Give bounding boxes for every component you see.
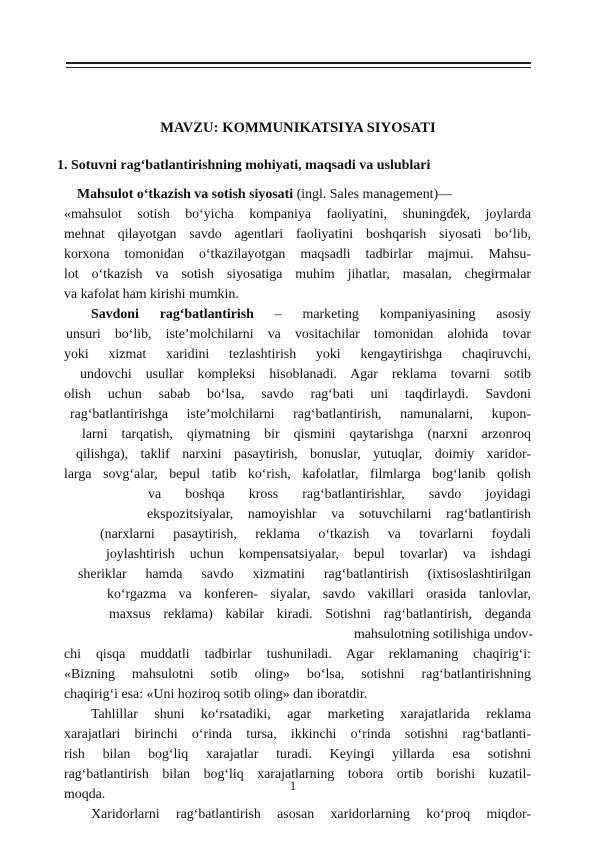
- text-line: yoki xizmat xaridini tezlashtirish yoki kengaytirishga chaqiruvchi,: [64, 347, 531, 362]
- section-heading: 1. Sotuvni rag‘batlantirishning mohiyati, maqsadi va uslublari: [57, 158, 431, 173]
- text-line: rish bilan bog‘liq xarajatlar turadi. Keyingi yillarda esa sotishni: [64, 747, 531, 762]
- text-line: olish uchun sabab bo‘lsa, savdo rag‘bati uni taqdirlaydi. Savdoni: [64, 387, 531, 402]
- text-line: lot o‘tkazish va sotish siyosatiga muhim jihatlar, masalan, chegirmalar: [64, 267, 531, 282]
- text-line: [77, 185, 531, 205]
- text-line: «Bizning mahsulotni sotib oling» bo‘lsa, sotishni rag‘batlantirishning: [64, 667, 531, 682]
- text-line: [91, 305, 531, 325]
- term-bold: Mahsulot o‘tkazish va sotish siyosati: [77, 187, 294, 202]
- text-line: maxsus reklama) kabilar kiradi. Sotishni rag‘batlantirish, deganda: [109, 607, 531, 622]
- text-line: moqda.: [64, 787, 106, 802]
- text-line: mehnat qilayotgan savdo agentlari faoliyatini boshqarish siyosati bo‘lib,: [64, 227, 531, 242]
- text-line: Xaridorlarni rag‘batlantirish asosan xaridorlarning ko‘proq miqdor-: [91, 807, 531, 822]
- text-line: ekspozitsiyalar, namoyishlar va sotuvchilarni rag‘batlantirish: [147, 507, 531, 522]
- term-bold: Savdoni rag‘batlantirish: [91, 307, 254, 322]
- text-line: va kafolat ham kirishi mumkin.: [64, 287, 239, 302]
- text-line: larni tarqatish, qiymatning bir qismini qaytarishga (narxni arzonroq: [82, 427, 531, 442]
- text-line: va boshqa kross rag‘batlantirishlar, savdo joyidagi: [148, 487, 531, 502]
- text-line: (narxlarni pasaytirish, reklama o‘tkazish va tovarlarni foydali: [100, 527, 531, 542]
- text-line: ko‘rgazma va konferen- siyalar, savdo vakillari orasida tanlovlar,: [107, 587, 531, 602]
- text-line: mahsulotning sotilishiga undov-: [353, 627, 533, 642]
- text-line: larga sovg‘alar, bepul tatib ko‘rish, kafolatlar, filmlarga bog‘lanib qolish: [64, 467, 531, 482]
- top-rule-thin: [66, 67, 531, 68]
- text-line: chaqirig‘i esa: «Uni hoziroq sotib oling» dan iboratdir.: [64, 687, 368, 702]
- text-span: (ingl. Sales management)—: [293, 187, 453, 202]
- page-number: 1: [289, 778, 297, 793]
- text-line: chi qisqa muddatli tadbirlar tushuniladi. Agar reklamaning chaqirig‘i:: [64, 647, 531, 662]
- text-line: joylashtirish uchun kompensatsiyalar, bepul tovarlar) va ishdagi: [106, 547, 531, 562]
- text-line: unsuri bo‘lib, iste’molchilarni va vositachilar tomonidan alohida tovar: [66, 327, 531, 342]
- text-line: «mahsulot sotish bo‘yicha kompaniya faoliyatini, shuningdek, joylarda: [64, 207, 531, 222]
- top-rule: [66, 62, 531, 64]
- document-title: MAVZU: KOMMUNIKATSIYA SIYOSATI: [160, 120, 436, 136]
- text-line: korxona tomonidan o‘tkazilayotgan maqsadli tadbirlar majmui. Mahsu-: [64, 247, 531, 262]
- text-span: – marketing kompaniyasining asosiy: [253, 307, 531, 322]
- text-line: Tahlillar shuni ko‘rsatadiki, agar marketing xarajatlarida reklama: [91, 707, 531, 722]
- text-line: qilishga), taklif narxini pasaytirish, bonuslar, yutuqlar, doimiy xaridor-: [76, 447, 531, 462]
- text-line: undovchi usullar kompleksi hisoblanadi. Agar reklama tovarni sotib: [80, 367, 531, 382]
- text-line: rag‘batlantirishga iste’molchilarni rag‘batlantirish, namunalarni, kupon-: [70, 407, 531, 422]
- text-line: xarajatlari birinchi o‘rinda tursa, ikkinchi o‘rinda sotishni rag‘batlanti-: [64, 727, 531, 742]
- text-line: rag‘batlantirish bilan bog‘liq xarajatlarning tobora ortib borishi kuzatil-: [64, 767, 531, 782]
- text-line: sheriklar hamda savdo xizmatini rag‘batlantirish (ixtisoslashtirilgan: [78, 567, 531, 582]
